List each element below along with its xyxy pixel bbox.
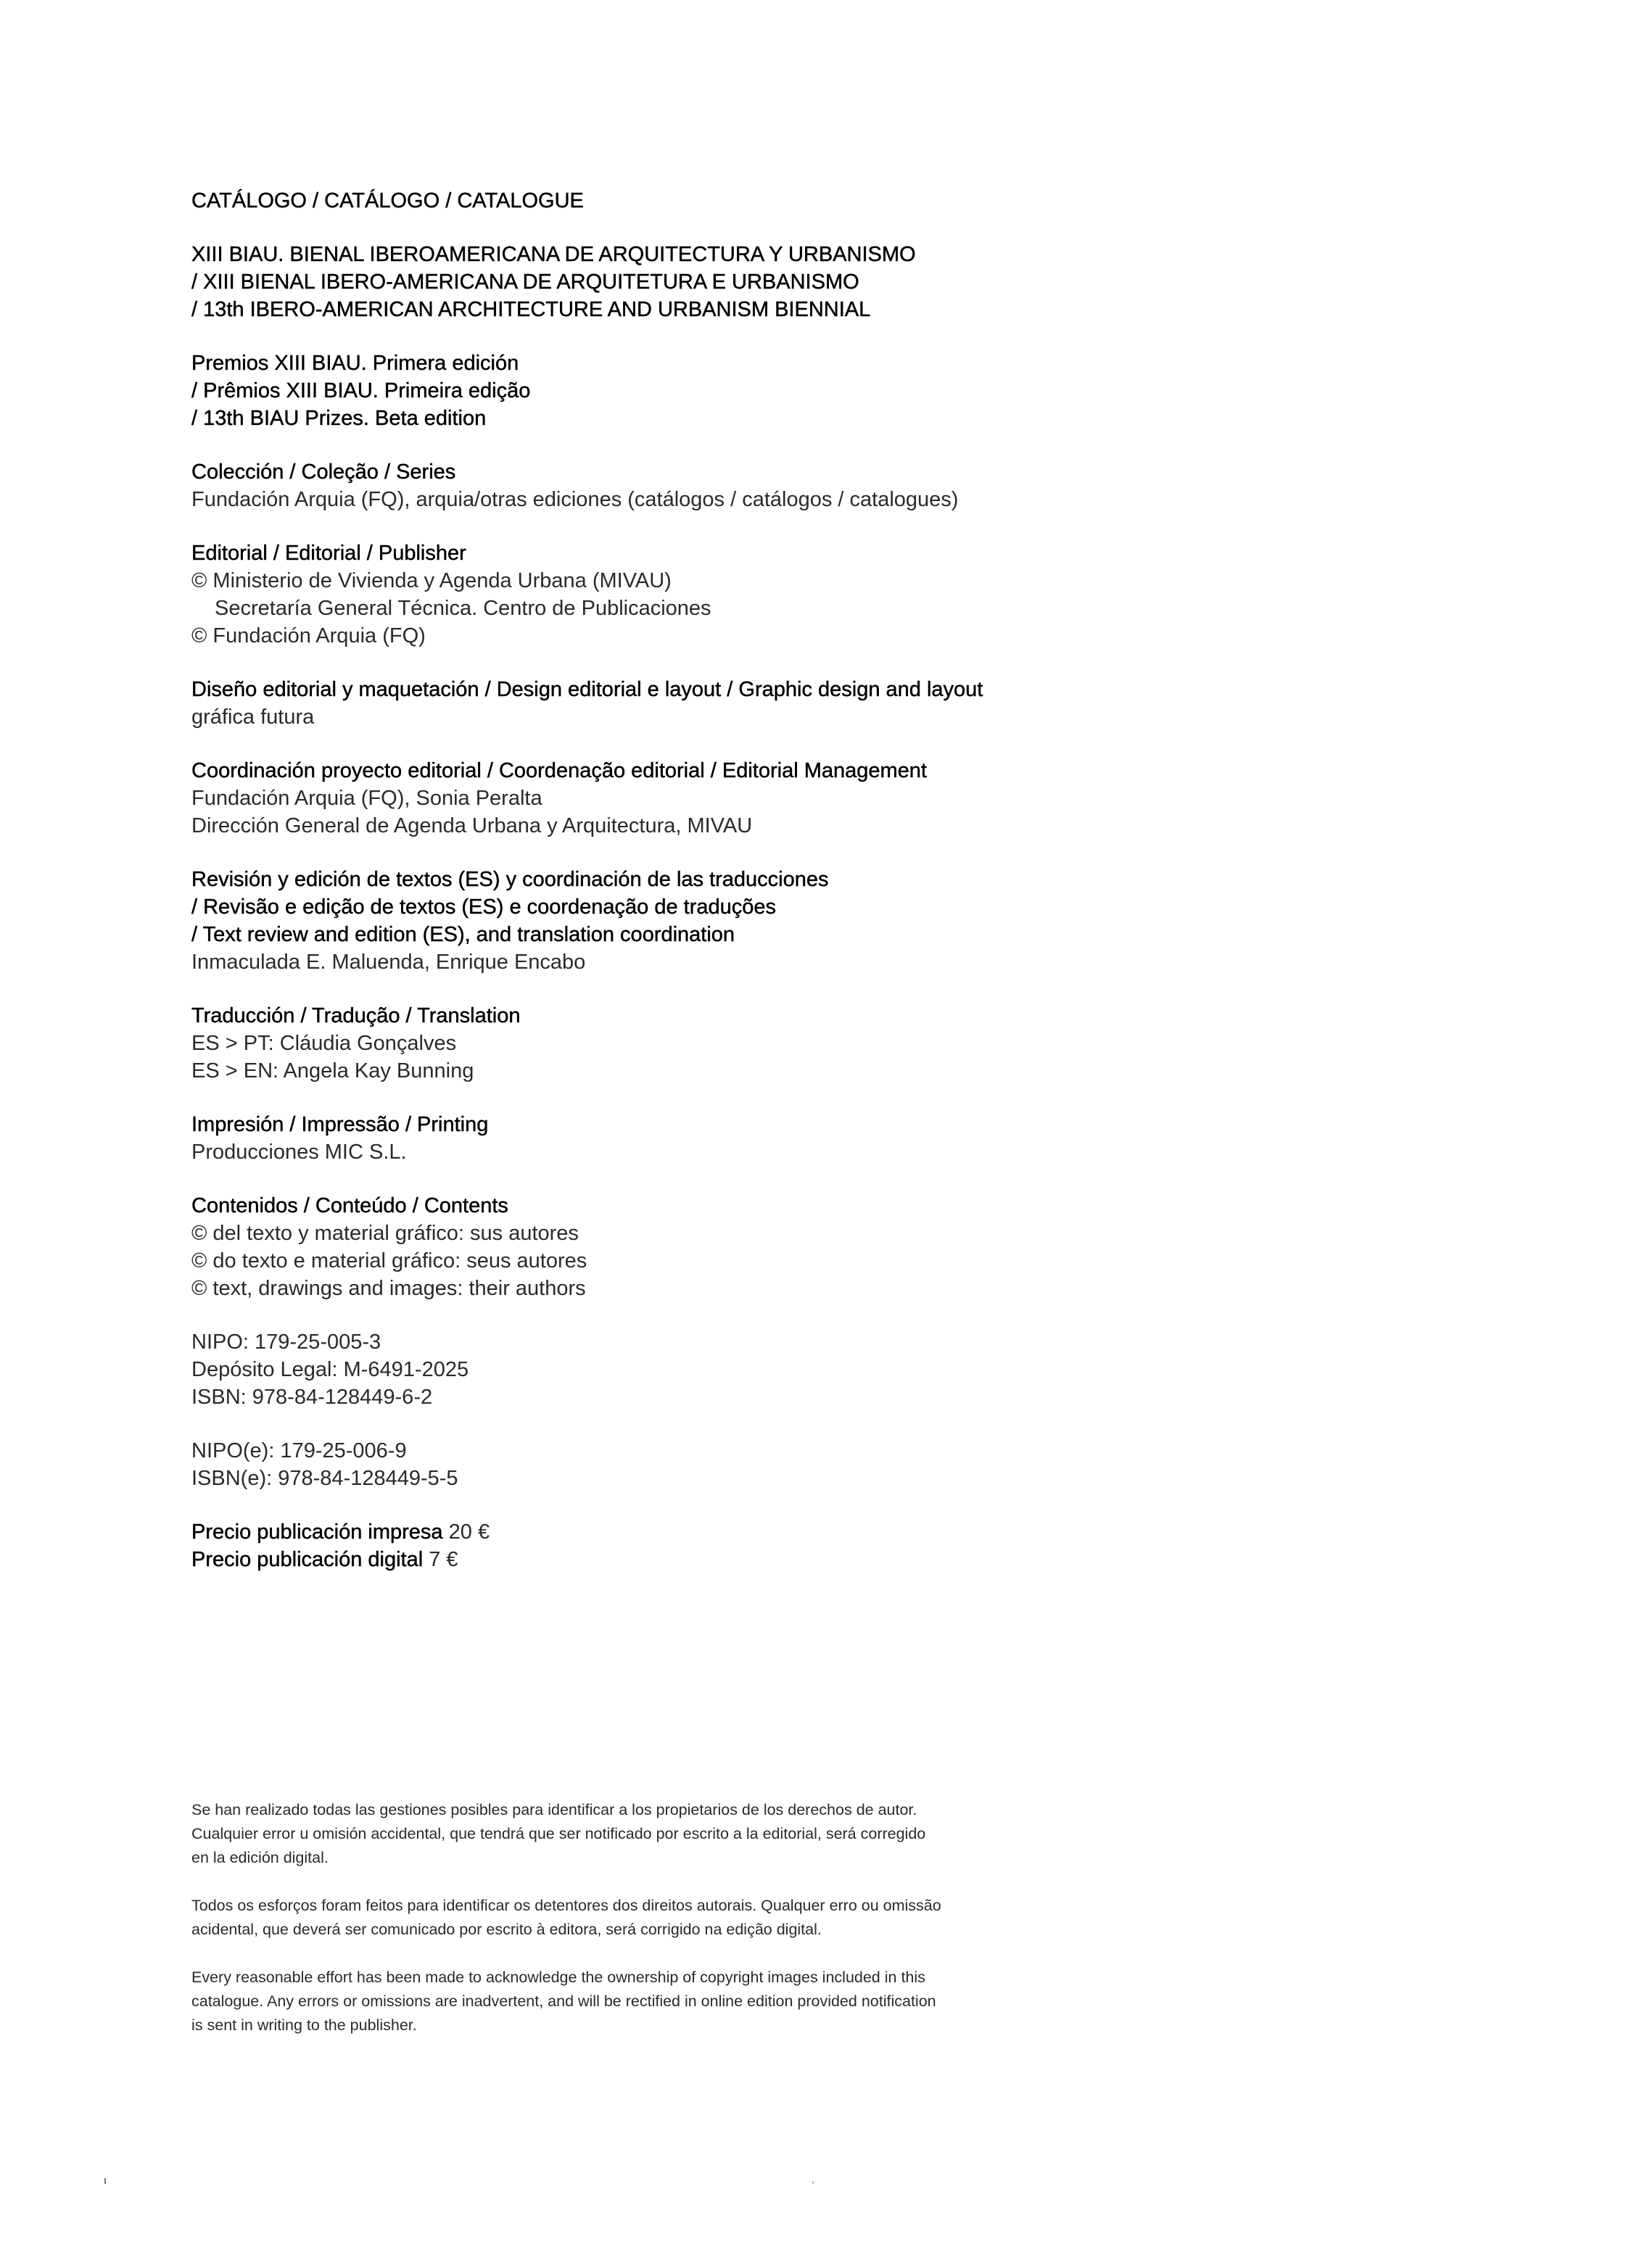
note-es-line: Cualquier error u omisión accidental, que tendrá que ser notificado por escrito a la editorial, será corregido [191,1825,926,1842]
revision-section [191,866,1424,976]
prizes-section [191,349,1424,432]
digital-price-line [191,1546,1424,1573]
design-section [191,676,1424,731]
biennial-title-pt: / XIII BIENAL IBERO-AMERICANA DE ARQUITETURA E URBANISMO [191,270,859,294]
publisher-secretariat: Secretaría General Técnica. Centro de Publicaciones [215,597,711,620]
note-en-line: Every reasonable effort has been made to acknowledge the ownership of copyright images included in this [191,1969,925,1986]
translation-heading: Traducción / Tradução / Translation [191,1004,521,1027]
digital-price-value: 7 € [429,1548,458,1571]
translation-pt: ES > PT: Cláudia Gonçalves [191,1032,457,1055]
copyright-note-pt [191,1894,1062,1942]
printing-value: Producciones MIC S.L. [191,1141,407,1164]
note-es-line: Se han realizado todas las gestiones posibles para identificar a los propietarios de los derechos de autor. [191,1801,917,1818]
copyright-note-en [191,1966,1062,2037]
design-value: gráfica futura [191,705,315,729]
biennial-title-en: / 13th IBERO-AMERICAN ARCHITECTURE AND URBANISM BIENNIAL [191,298,871,321]
credits-block [191,187,1424,1599]
catalogue-section [191,187,1424,215]
print-price-label: Precio publicación impresa [191,1520,443,1544]
crop-mark [812,2181,814,2184]
nipo-print: NIPO: 179-25-005-3 [191,1330,381,1354]
copyright-note-es [191,1798,1062,1870]
prices-section [191,1518,1424,1573]
print-price-value: 20 € [448,1520,490,1544]
digital-price-label: Precio publicación digital [191,1548,424,1571]
publisher-section [191,539,1424,650]
catalogue-title: CATÁLOGO / CATÁLOGO / CATALOGUE [191,189,584,212]
isbn-print: ISBN: 978-84-128449-6-2 [191,1386,433,1409]
publisher-heading: Editorial / Editorial / Publisher [191,542,466,565]
printing-heading: Impresión / Impressão / Printing [191,1113,489,1136]
isbn-digital: ISBN(e): 978-84-128449-5-5 [191,1467,458,1490]
coordination-foundation: Fundación Arquia (FQ), Sonia Peralta [191,787,542,810]
prizes-title-en: / 13th BIAU Prizes. Beta edition [191,407,487,430]
coordination-heading: Coordinación proyecto editorial / Coordenação editorial / Editorial Management [191,759,927,782]
contents-pt: © do texto e material gráfico: seus autores [191,1249,587,1272]
prizes-title-es: Premios XIII BIAU. Primera edición [191,352,519,375]
series-heading: Colección / Coleção / Series [191,460,456,484]
printing-section [191,1111,1424,1166]
coordination-directorate: Dirección General de Agenda Urbana y Arquitectura, MIVAU [191,814,753,837]
revision-value: Inmaculada E. Maluenda, Enrique Encabo [191,951,586,974]
publisher-ministry: © Ministerio de Vivienda y Agenda Urbana (MIVAU) [191,569,672,592]
note-es-line: en la edición digital. [191,1849,329,1866]
contents-en: © text, drawings and images: their authors [191,1277,586,1300]
note-pt-line: Todos os esforços foram feitos para identificar os detentores dos direitos autorais. Qualquer erro ou omissão [191,1897,941,1914]
revision-heading-es: Revisión y edición de textos (ES) y coordinación de las traducciones [191,868,829,891]
legal-deposit: Depósito Legal: M-6491-2025 [191,1358,469,1381]
note-en-line: catalogue. Any errors or omissions are inadvertent, and will be rectified in online edition provided notification [191,1992,936,2010]
crop-mark [104,2178,106,2184]
biennial-section [191,241,1424,323]
translation-section [191,1002,1424,1085]
revision-heading-pt: / Revisão e edição de textos (ES) e coordenação de traduções [191,895,777,919]
series-value: Fundación Arquia (FQ), arquia/otras ediciones (catálogos / catálogos / catalogues) [191,488,959,511]
design-heading: Diseño editorial y maquetación / Design editorial e layout / Graphic design and layout [191,678,983,701]
contents-section [191,1192,1424,1302]
biennial-title-es: XIII BIAU. BIENAL IBEROAMERICANA DE ARQUITECTURA Y URBANISMO [191,243,916,266]
print-identifiers [191,1328,1424,1411]
prizes-title-pt: / Prêmios XIII BIAU. Primeira edição [191,379,531,402]
nipo-digital: NIPO(e): 179-25-006-9 [191,1439,407,1462]
contents-es: © del texto y material gráfico: sus autores [191,1222,579,1245]
revision-heading-en: / Text review and edition (ES), and translation coordination [191,923,735,946]
print-price-line [191,1518,1424,1546]
copyright-notes [191,1798,1062,2061]
translation-en: ES > EN: Angela Kay Bunning [191,1059,474,1083]
coordination-section [191,757,1424,840]
series-section [191,458,1424,513]
publisher-foundation: © Fundación Arquia (FQ) [191,624,426,647]
digital-identifiers [191,1437,1424,1492]
note-pt-line: acidental, que deverá ser comunicado por escrito à editora, será corrigido na edição digital. [191,1921,822,1938]
contents-heading: Contenidos / Conteúdo / Contents [191,1194,508,1217]
note-en-line: is sent in writing to the publisher. [191,2016,417,2034]
